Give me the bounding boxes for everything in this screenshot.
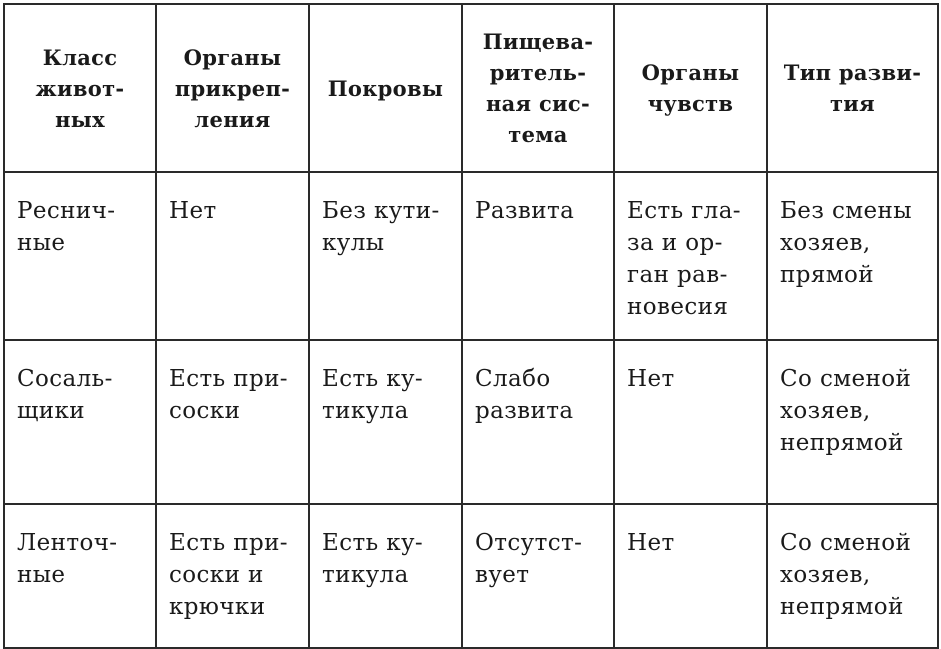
table-cell: Есть гла- за и ор- ган рав- новесия (614, 172, 767, 340)
table-cell: Со сменой хозяев, непрямой (767, 504, 938, 648)
header-cell-digestive-system: Пищева- ритель- ная сис- тема (462, 4, 614, 172)
table-cell: Со сменой хозяев, непрямой (767, 340, 938, 504)
table-cell: Есть при- соски (156, 340, 309, 504)
table-row (4, 340, 938, 504)
table-cell: Есть ку- тикула (309, 504, 462, 648)
header-cell-attachment-organs: Органы прикреп- ления (156, 4, 309, 172)
header-cell-integument: Покровы (309, 4, 462, 172)
table-container (3, 3, 937, 620)
animal-classes-table (3, 3, 939, 649)
table-cell: Нет (614, 340, 767, 504)
table-cell: Реснич- ные (4, 172, 156, 340)
table-cell: Сосаль- щики (4, 340, 156, 504)
table-row (4, 504, 938, 648)
header-cell-sense-organs: Органы чувств (614, 4, 767, 172)
table-cell: Есть при- соски и крючки (156, 504, 309, 648)
table-cell: Нет (614, 504, 767, 648)
table-cell: Ленточ- ные (4, 504, 156, 648)
table-cell: Отсутст- вует (462, 504, 614, 648)
table-cell: Есть ку- тикула (309, 340, 462, 504)
table-cell: Нет (156, 172, 309, 340)
table-cell: Слабо развита (462, 340, 614, 504)
table-row (4, 172, 938, 340)
table-cell: Без кути- кулы (309, 172, 462, 340)
header-cell-class: Класс живот- ных (4, 4, 156, 172)
table-cell: Без смены хозяев, прямой (767, 172, 938, 340)
header-row (4, 4, 938, 172)
header-cell-development-type: Тип разви- тия (767, 4, 938, 172)
table-cell: Развита (462, 172, 614, 340)
